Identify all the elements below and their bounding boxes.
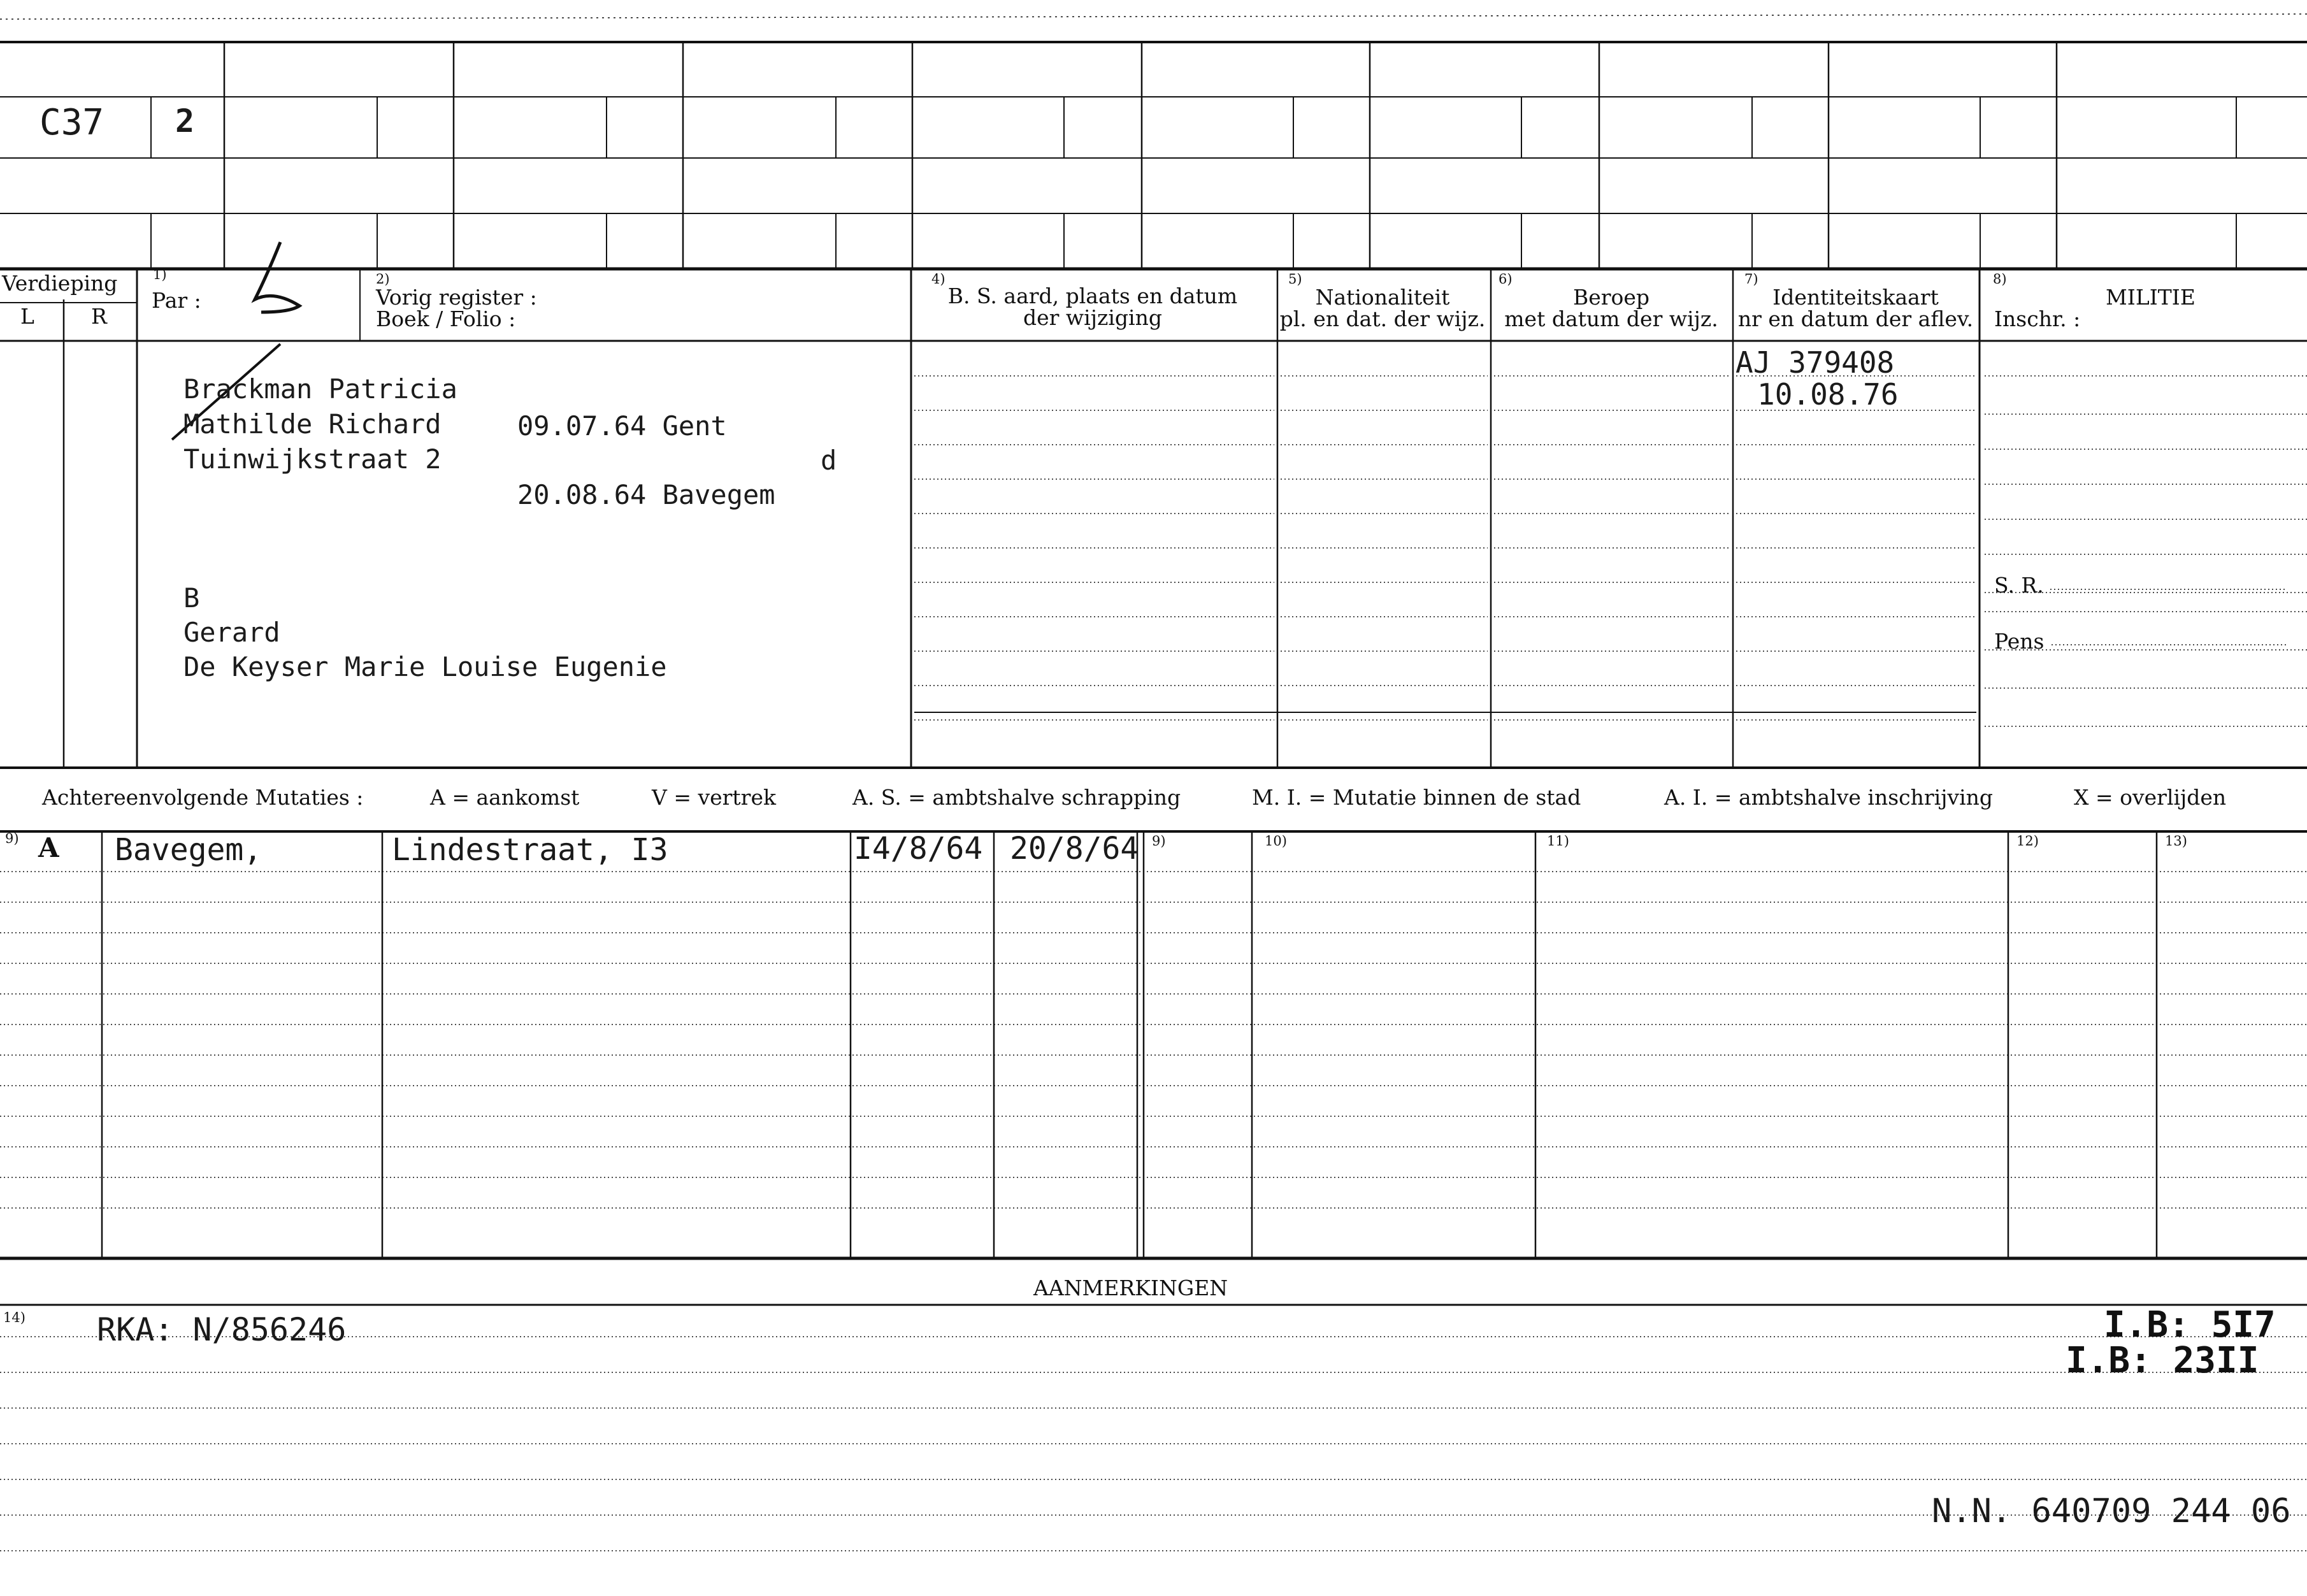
ib-number-1: I.B: 5I7	[2104, 1304, 2276, 1346]
field-number-4: 4)	[931, 271, 945, 287]
registration-date-place: 20.08.64 Bavegem	[517, 479, 775, 510]
field-number-9-right: 9)	[1152, 833, 1166, 849]
top-grid-cell-1: C37	[40, 102, 104, 143]
field-number-8: 8)	[1993, 271, 2007, 287]
mutation-place: Bavegem,	[115, 832, 262, 868]
legend-ambtshalve-schrapping: A. S. = ambtshalve schrapping	[852, 785, 1181, 810]
remarks-title: AANMERKINGEN	[1033, 1276, 1228, 1300]
identiteitskaart-line1: Identiteitskaart	[1772, 285, 1939, 310]
field-number-14: 14)	[3, 1310, 25, 1325]
person-name-line1: Brackman Patricia	[183, 373, 457, 405]
mutations-legend-title: Achtereenvolgende Mutaties :	[42, 785, 364, 810]
sr-label: S. R.	[1994, 573, 2044, 598]
mutation-date-1: I4/8/64	[854, 831, 983, 866]
national-number: N.N. 640709 244 06	[1932, 1492, 2291, 1530]
person-address: Tuinwijkstraat 2	[183, 443, 442, 475]
legend-aankomst: A = aankomst	[430, 785, 580, 810]
top-grid-cell-2: 2	[175, 103, 195, 140]
field-number-1: 1)	[153, 267, 167, 282]
legend-overlijden: X = overlijden	[2074, 785, 2227, 810]
rule-line	[0, 14, 2307, 19]
inschr-label: Inschr. :	[1994, 306, 2081, 331]
field-number-6: 6)	[1498, 271, 1513, 287]
mutation-type: A	[38, 832, 59, 863]
birth-date-place: 09.07.64 Gent	[517, 410, 727, 442]
field-number-2: 2)	[376, 271, 390, 287]
field-number-12-right: 12)	[2016, 833, 2039, 849]
bs-header-line2: der wijziging	[1023, 305, 1162, 330]
boek-folio-label: Boek / Folio :	[376, 306, 516, 331]
handwritten-initial-mark	[255, 242, 299, 312]
legend-mutatie-binnen-stad: M. I. = Mutatie binnen de stad	[1252, 785, 1581, 810]
mutation-date-2: 20/8/64	[1010, 831, 1139, 866]
identiteitskaart-line2: nr en datum der aflev.	[1737, 306, 1974, 331]
field-number-7: 7)	[1744, 271, 1758, 287]
person-name-line2: Mathilde Richard	[183, 408, 442, 440]
field-number-10-right: 10)	[1265, 833, 1287, 849]
d-mark: d	[821, 445, 837, 476]
id-card-number: AJ 379408	[1736, 345, 1895, 380]
nationaliteit-line1: Nationaliteit	[1315, 285, 1450, 310]
beroep-line1: Beroep	[1572, 285, 1650, 310]
legend-ambtshalve-inschrijving: A. I. = ambtshalve inschrijving	[1664, 785, 1994, 810]
field-number-11-right: 11)	[1547, 833, 1569, 849]
par-label: Par :	[152, 288, 201, 313]
father-name: Gerard	[183, 617, 280, 648]
field-number-9: 9)	[5, 831, 19, 846]
verdieping-label: Verdieping	[2, 271, 118, 296]
beroep-line2: met datum der wijz.	[1504, 306, 1718, 331]
legend-vertrek: V = vertrek	[652, 785, 776, 810]
pens-label: Pens	[1994, 629, 2045, 654]
field-number-13-right: 13)	[2165, 833, 2187, 849]
bs-header-line1: B. S. aard, plaats en datum	[947, 284, 1238, 308]
r-label: R	[91, 304, 107, 329]
ib-number-2: I.B: 23II	[2066, 1340, 2259, 1381]
militie-label: MILITIE	[2106, 285, 2196, 310]
mutation-street: Lindestraat, I3	[392, 832, 668, 868]
id-card-date: 10.08.76	[1757, 377, 1899, 412]
mother-name: De Keyser Marie Louise Eugenie	[183, 651, 667, 682]
field-number-5: 5)	[1288, 271, 1302, 287]
nationaliteit-line2: pl. en dat. der wijz.	[1279, 306, 1486, 331]
b-mark: B	[183, 582, 200, 614]
vorig-register-label: Vorig register :	[376, 285, 537, 310]
rka-number: RKA: N/856246	[97, 1311, 347, 1348]
l-label: L	[20, 304, 34, 329]
